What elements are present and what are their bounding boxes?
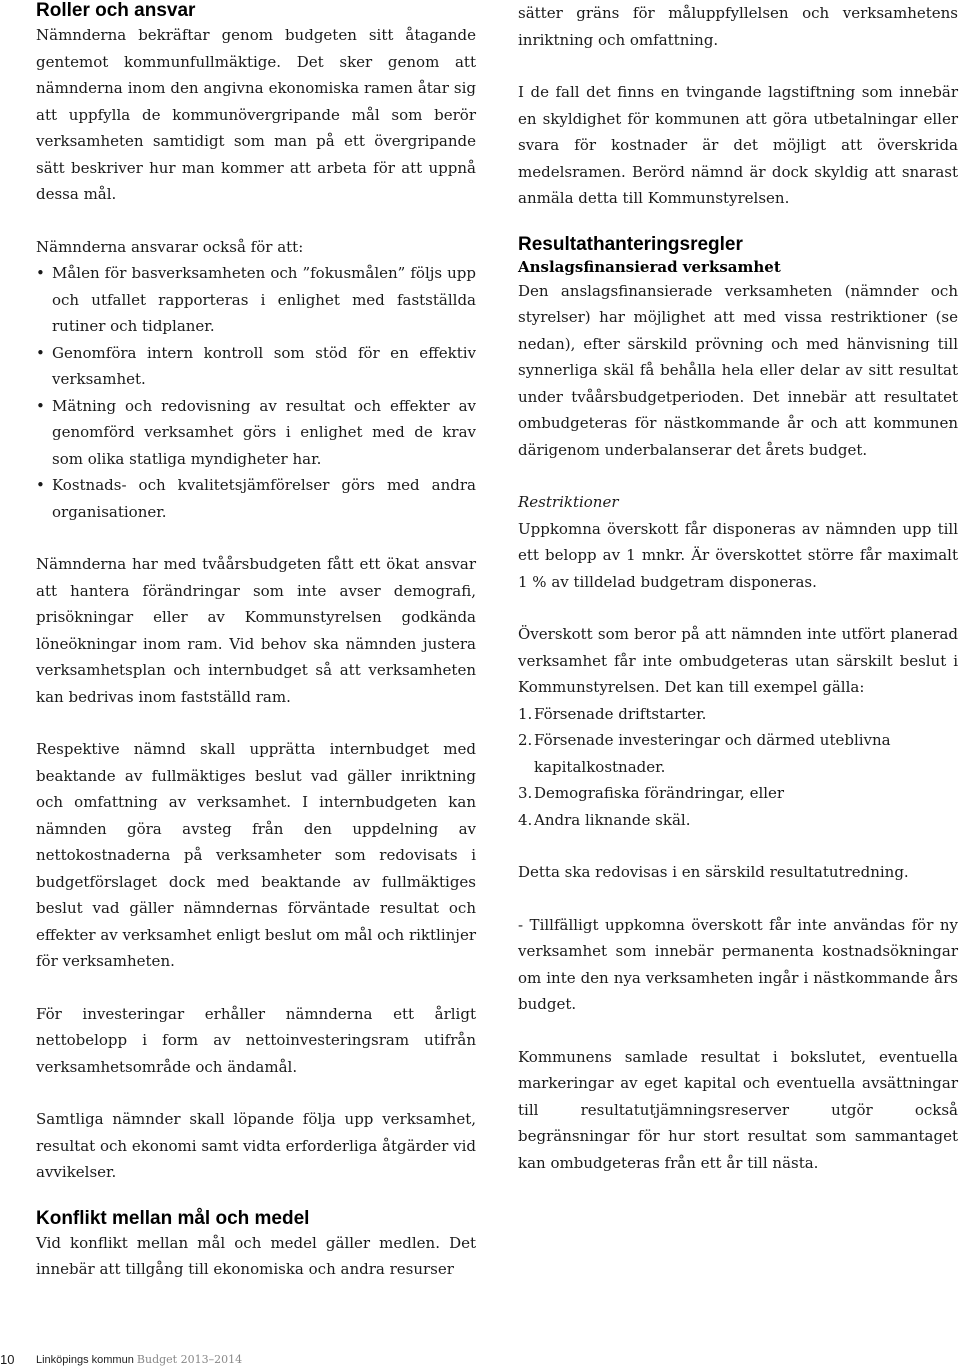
right-column [518, 0, 958, 1176]
paragraph: Överskott som beror på att nämnden inte utfört planerad verksamhet får inte ombudgeteras utan särskilt beslut i Kommunstyrelsen. Det kan till exempel gälla: [518, 625, 958, 696]
list-item: 2. Försenade investeringar och därmed uteblivna kapitalkostnader. [518, 731, 891, 776]
paragraph: - Tillfälligt uppkomna överskott får inte användas för ny verksamhet som innebär permanenta kostnadsökningar om inte den nya verksamheten ingår i nästkommande års budget. [518, 915, 958, 1013]
paragraph: Uppkomna överskott får disponeras av nämnden upp till ett belopp av 1 mnkr. Är överskottet större får maximalt 1 % av tilldelad budgetram disponeras. [518, 519, 958, 591]
page-number: 10 [0, 1352, 15, 1367]
paragraph: Samtliga nämnder skall löpande följa upp verksamhet, resultat och ekonomi samt vidta erforderliga åtgärder vid avvikelser. [36, 1110, 476, 1181]
list-item: • Mätning och redovisning av resultat och effekter av genomförd verksamhet görs i enlighet med de krav som olika statliga myndigheter har. [36, 393, 476, 473]
document-title: Budget 2013–2014 [136, 1353, 243, 1366]
list-item: • Genomföra intern kontroll som stöd för en effektiv verksamhet. [36, 340, 476, 393]
list-item: • Kostnads- och kvalitetsjämförelser görs med andra organisationer. [36, 472, 476, 525]
restrictions-label: Restriktioner [518, 493, 619, 511]
paragraph: För investeringar erhåller nämnderna ett årligt nettobelopp i form av nettoinvesteringsram utifrån verksamhetsområde och ändamål. [36, 1004, 476, 1076]
paragraph: Detta ska redovisas i en särskild resultatutredning. [518, 863, 909, 881]
publisher: Linköpings kommun Budget 2013–2014 [36, 1353, 243, 1366]
left-column [36, 0, 476, 1283]
responsibility-list [36, 260, 476, 525]
heading-roles: Roller och ansvar [36, 0, 196, 21]
list-item: 1. Försenade driftstarter. [518, 704, 707, 723]
paragraph: Nämnderna bekräftar genom budgeten sitt åtagande gentemot kommunfullmäktige. Det sker genom att nämnderna inom den angivna ekonomiska ramen åtar sig att uppfylla de kommunövergripande mål som berör verksamheten samtidigt som man på ett övergripande sätt beskriver hur man kommer att arbeta för att uppnå dessa mål. [36, 26, 476, 203]
paragraph: Nämnderna har med tvåårsbudgeten fått ett ökat ansvar att hantera förändringar som inte avser demografi, prisökningar eller av Kommunstyrelsen godkända löneökningar inom ram. Vid behov ska nämnden justera verksamhetsplan och internbudget så att verksamheten kan bedrivas inom fastställd ram. [36, 555, 476, 706]
paragraph: I de fall det finns en tvingande lagstiftning som innebär en skyldighet för kommunen att göra utbetalningar eller svara för kostnader är det möjligt att överskrida medelsramen. Berörd nämnd är dock skyldig att snarast anmäla detta till Kommunstyrelsen. [518, 83, 958, 207]
subheading-appropriation: Anslagsfinansierad verksamhet [518, 257, 781, 276]
paragraph: sätter gräns för måluppfyllelsen och verksamhetens inriktning och omfattning. [518, 4, 958, 49]
paragraph: Kommunens samlade resultat i bokslutet, eventuella markeringar av eget kapital och eventuella avsättningar till resultatutjämningsreserver utgör också begränsningar för hur stort resultat som sammantaget kan ombudgeteras från ett år till nästa. [518, 1047, 958, 1172]
list-item: 3. Demografiska förändringar, eller [518, 784, 785, 802]
paragraph: Nämnderna ansvarar också för att: [36, 237, 304, 256]
paragraph: Den anslagsfinansierade verksamheten (nämnder och styrelser) har möjlighet att med vissa restriktioner (se nedan), efter särskild prövning och med hänvisning till synnerliga skäl få behålla hela eller delar av sitt resultat under tvåårsbudgetperioden. Det innebär att resultatet ombudgeteras för nästkommande år och att kommunen därigenom underbalanserar det årets budget. [518, 281, 958, 459]
heading-result-rules: Resultathanteringsregler [518, 233, 743, 255]
list-item: 4. Andra liknande skäl. [518, 810, 691, 829]
list-item: • Målen för basverksamheten och ”fokusmålen” följs upp och utfallet rapporteras i enlighet med fastställda rutiner och tidplaner. [36, 260, 476, 340]
heading-conflict: Konflikt mellan mål och medel [36, 1207, 310, 1229]
paragraph: Vid konflikt mellan mål och medel gäller medlen. Det innebär att tillgång till ekonomiska och andra resurser [36, 1233, 476, 1278]
example-list [518, 701, 958, 834]
paragraph: Respektive nämnd skall upprätta internbudget med beaktande av fullmäktiges beslut vad gäller inriktning och omfattning av verksamhet. I internbudgeten kan nämnden göra avsteg från den uppdelning av nettokostnaderna på verksamheter som redovisats i budgetförslaget dock med beaktande av fullmäktiges beslut vad gäller nämndernas förväntade resultat och effekter av verksamhet enligt beslut om mål och riktlinjer för verksamheten. [36, 740, 476, 970]
